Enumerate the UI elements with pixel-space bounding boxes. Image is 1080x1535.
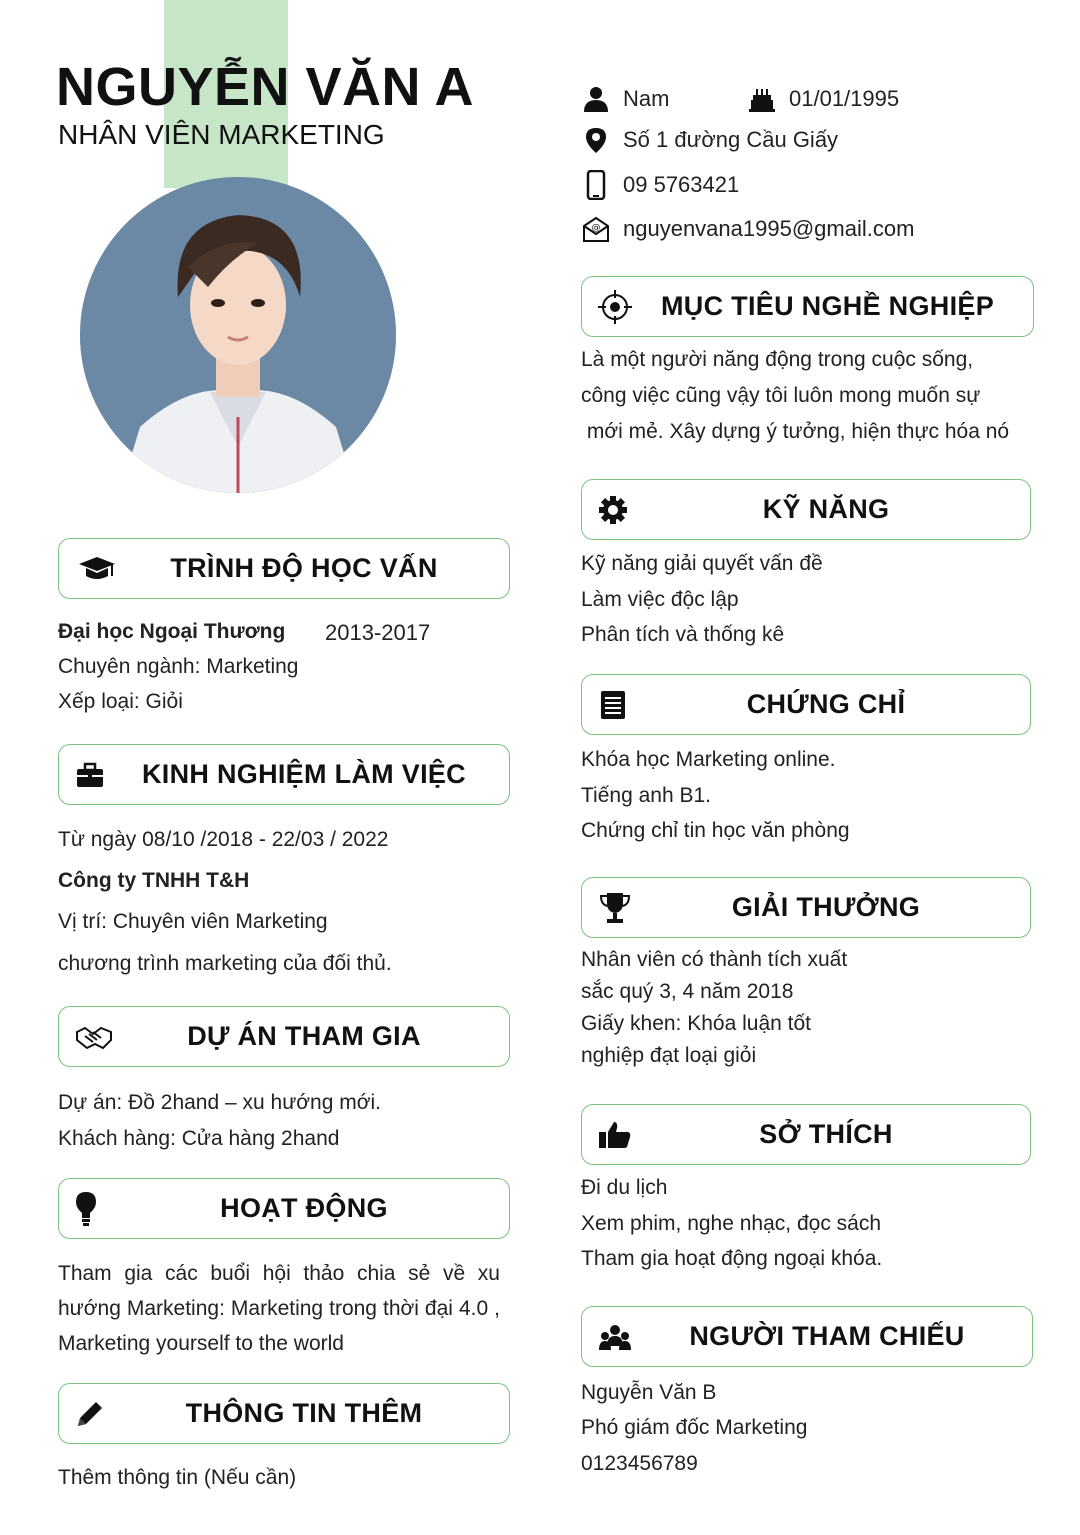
certificates-line-3: Chứng chỉ tin học văn phòng bbox=[581, 819, 850, 842]
education-years: 2013-2017 bbox=[325, 620, 431, 645]
awards-line-1: Nhân viên có thành tích xuất bbox=[581, 948, 848, 971]
extra-text: Thêm thông tin (Nếu cần) bbox=[58, 1466, 297, 1489]
awards-line-2: sắc quý 3, 4 năm 2018 bbox=[581, 980, 794, 1003]
hobbies-line-2: Xem phim, nghe nhạc, đọc sách bbox=[581, 1212, 882, 1235]
certificates-header bbox=[581, 674, 1031, 735]
education-grade: Xếp loại: Giỏi bbox=[58, 690, 183, 713]
projects-line-2: Khách hàng: Cửa hàng 2hand bbox=[58, 1127, 340, 1150]
education-header bbox=[58, 538, 510, 599]
education-school: Đại học Ngoại Thương bbox=[58, 620, 286, 643]
candidate-role: NHÂN VIÊN MARKETING bbox=[58, 119, 385, 150]
user-icon bbox=[583, 86, 609, 112]
experience-period: Từ ngày 08/10 /2018 - 22/03 / 2022 bbox=[58, 828, 389, 851]
objective-title: MỤC TIÊU NGHỀ NGHIỆP bbox=[660, 291, 995, 321]
projects-title: DỰ ÁN THAM GIA bbox=[187, 1021, 421, 1051]
svg-text:@: @ bbox=[591, 223, 601, 233]
awards-header bbox=[581, 877, 1031, 938]
phone-icon bbox=[585, 170, 611, 200]
gender-text: Nam bbox=[623, 86, 670, 111]
certificates-line-1: Khóa học Marketing online. bbox=[581, 748, 836, 771]
references-line-3: 0123456789 bbox=[581, 1452, 698, 1475]
references-line-2: Phó giám đốc Marketing bbox=[581, 1416, 808, 1439]
education-title: TRÌNH ĐỘ HỌC VẤN bbox=[170, 553, 438, 583]
avatar bbox=[80, 177, 396, 493]
hobbies-header bbox=[581, 1104, 1031, 1165]
projects-line-1: Dự án: Đồ 2hand – xu hướng mới. bbox=[58, 1091, 381, 1114]
cake-icon bbox=[749, 86, 775, 112]
phone-text: 09 5763421 bbox=[623, 172, 740, 197]
certificates-line-2: Tiếng anh B1. bbox=[581, 784, 711, 807]
awards-title: GIẢI THƯỞNG bbox=[731, 892, 921, 922]
experience-company: Công ty TNHH T&H bbox=[58, 869, 250, 892]
email-icon bbox=[583, 216, 609, 242]
hobbies-line-1: Đi du lịch bbox=[581, 1176, 668, 1199]
skills-line-1: Kỹ năng giải quyết vấn đề bbox=[581, 552, 823, 575]
birthday-text: 01/01/1995 bbox=[789, 86, 900, 111]
address-text: Số 1 đường Cầu Giấy bbox=[623, 127, 839, 152]
extra-header bbox=[58, 1383, 510, 1444]
experience-position: Vị trí: Chuyên viên Marketing bbox=[58, 910, 328, 933]
experience-title: KINH NGHIỆM LÀM VIỆC bbox=[141, 759, 466, 789]
skills-header bbox=[581, 479, 1031, 540]
objective-line-1: Là một người năng động trong cuộc sống, bbox=[581, 348, 974, 371]
location-pin-icon bbox=[583, 127, 609, 153]
activities-title: HOẠT ĐỘNG bbox=[220, 1193, 388, 1223]
education-major: Chuyên ngành: Marketing bbox=[58, 655, 299, 678]
experience-desc: chương trình marketing của đối thủ. bbox=[58, 952, 392, 975]
objective-line-3: mới mẻ. Xây dựng ý tưởng, hiện thực hóa nó bbox=[581, 420, 1010, 443]
skills-line-2: Làm việc độc lập bbox=[581, 588, 739, 611]
hobbies-line-3: Tham gia hoạt động ngoại khóa. bbox=[581, 1247, 883, 1270]
experience-header bbox=[58, 744, 510, 805]
references-line-1: Nguyễn Văn B bbox=[581, 1381, 717, 1404]
extra-title: THÔNG TIN THÊM bbox=[185, 1398, 423, 1428]
references-header bbox=[581, 1306, 1033, 1367]
candidate-name: NGUYỄN VĂN A bbox=[56, 57, 475, 117]
activities-header bbox=[58, 1178, 510, 1239]
email-text: nguyenvana1995@gmail.com bbox=[623, 216, 915, 241]
skills-title: KỸ NĂNG bbox=[762, 494, 890, 524]
activities-text: Tham gia các buổi hội thảo chia sẻ về xu hướng Marketing: Marketing trong thời đại 4.0 , Marketing yourself to the world bbox=[58, 1262, 500, 1355]
lightbulb-icon bbox=[75, 1191, 97, 1227]
certificates-title: CHỨNG CHỈ bbox=[746, 689, 906, 719]
hobbies-title: SỞ THÍCH bbox=[759, 1119, 893, 1149]
objective-header bbox=[581, 276, 1034, 337]
projects-header bbox=[58, 1006, 510, 1067]
references-title: NGƯỜI THAM CHIẾU bbox=[689, 1321, 965, 1351]
skills-line-3: Phân tích và thống kê bbox=[581, 623, 785, 646]
objective-line-2: công việc cũng vậy tôi luôn mong muốn sự bbox=[581, 384, 981, 407]
awards-line-3: Giấy khen: Khóa luận tốt bbox=[581, 1012, 811, 1035]
awards-line-4: nghiệp đạt loại giỏi bbox=[581, 1044, 757, 1067]
